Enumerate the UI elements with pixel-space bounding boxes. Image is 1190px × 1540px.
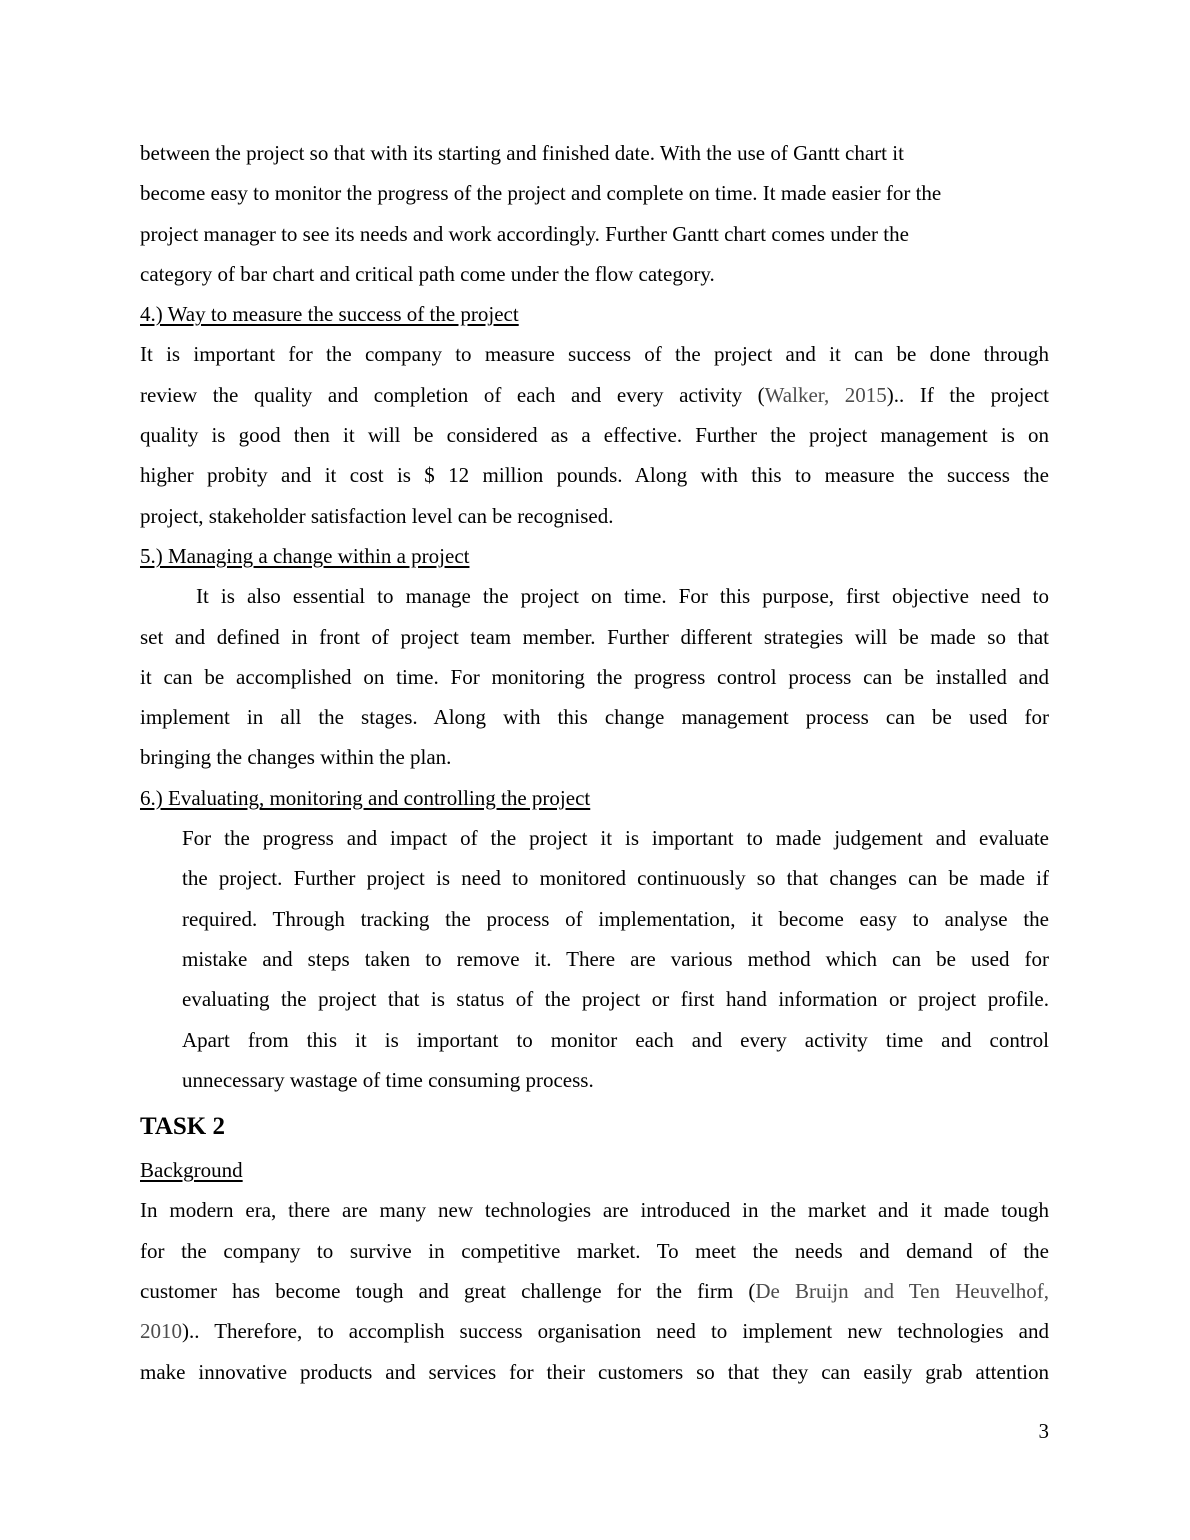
paragraph-line: It is important for the company to measure success of the project and it can be done through [140, 342, 1049, 367]
paragraph-line: higher probity and it cost is $ 12 million pounds. Along with this to measure the success the [140, 463, 1049, 488]
section-6 [140, 778, 1049, 1100]
page-number: 3 [1038, 1419, 1049, 1443]
citation: De Bruijn and Ten Heuvelhof, [755, 1279, 1049, 1304]
paragraph-line [140, 1271, 1049, 1311]
document-page [140, 133, 1049, 1392]
paragraph-line: between the project so that with its starting and finished date. With the use of Gantt chart it [140, 141, 904, 165]
section-3-continuation [140, 133, 1049, 294]
paragraph-line: implement in all the stages. Along with this change management process can be used for [140, 705, 1049, 730]
task-2 [140, 1104, 1049, 1392]
paragraph-line: bringing the changes within the plan. [140, 745, 452, 770]
paragraph-line [140, 1311, 1049, 1351]
background-heading: Background [140, 1158, 243, 1183]
section-5-heading: 5.) Managing a change within a project [140, 543, 470, 568]
section-4-heading: 4.) Way to measure the success of the project [140, 302, 519, 327]
paragraph-line: quality is good then it will be considered as a effective. Further the project management is on [140, 423, 1049, 448]
paragraph-line: mistake and steps taken to remove it. There are various method which can be used for [182, 946, 1049, 971]
paragraph-line: for the company to survive in competitive market. To meet the needs and demand of the [140, 1238, 1049, 1263]
text-run: customer has become tough and great challenge for the firm ( [140, 1279, 756, 1304]
paragraph-line: it can be accomplished on time. For monitoring the progress control process can be installed and [140, 664, 1049, 689]
paragraph-line: For the progress and impact of the project it is important to made judgement and evaluate [182, 826, 1049, 851]
section-4 [140, 294, 1049, 536]
paragraph-line: project manager to see its needs and work accordingly. Further Gantt chart comes under the [140, 221, 909, 246]
paragraph-line: project, stakeholder satisfaction level can be recognised. [140, 503, 614, 528]
text-run: ).. Therefore, to accomplish success organisation need to implement new technologies and [182, 1319, 1049, 1344]
section-6-body [140, 818, 1049, 1100]
paragraph-line: the project. Further project is need to monitored continuously so that changes can be made if [182, 866, 1049, 891]
text-run: review the quality and completion of each and every activity ( [140, 382, 765, 407]
paragraph-line: It is also essential to manage the project on time. For this purpose, first objective need to [196, 584, 1049, 609]
text-run: ).. If the project [886, 382, 1049, 407]
paragraph-line: set and defined in front of project team member. Further different strategies will be made so that [140, 624, 1049, 649]
paragraph-line: In modern era, there are many new technologies are introduced in the market and it made tough [140, 1198, 1049, 1223]
paragraph-line [140, 375, 1049, 415]
section-5 [140, 536, 1049, 778]
citation: Walker, 2015 [764, 382, 887, 407]
paragraph-line: category of bar chart and critical path come under the flow category. [140, 261, 715, 286]
citation: 2010 [140, 1319, 182, 1344]
task-2-title: TASK 2 [140, 1113, 225, 1141]
paragraph-line: become easy to monitor the progress of the project and complete on time. It made easier for the [140, 181, 942, 206]
paragraph-line: evaluating the project that is status of the project or first hand information or project profile. [182, 987, 1049, 1012]
section-6-heading: 6.) Evaluating, monitoring and controlling the project [140, 785, 591, 810]
paragraph-line: unnecessary wastage of time consuming process. [182, 1067, 594, 1092]
paragraph-line: Apart from this it is important to monitor each and every activity time and control [182, 1027, 1049, 1052]
paragraph-line: make innovative products and services for their customers so that they can easily grab attention [140, 1359, 1049, 1384]
paragraph-line: required. Through tracking the process of implementation, it become easy to analyse the [182, 906, 1049, 931]
